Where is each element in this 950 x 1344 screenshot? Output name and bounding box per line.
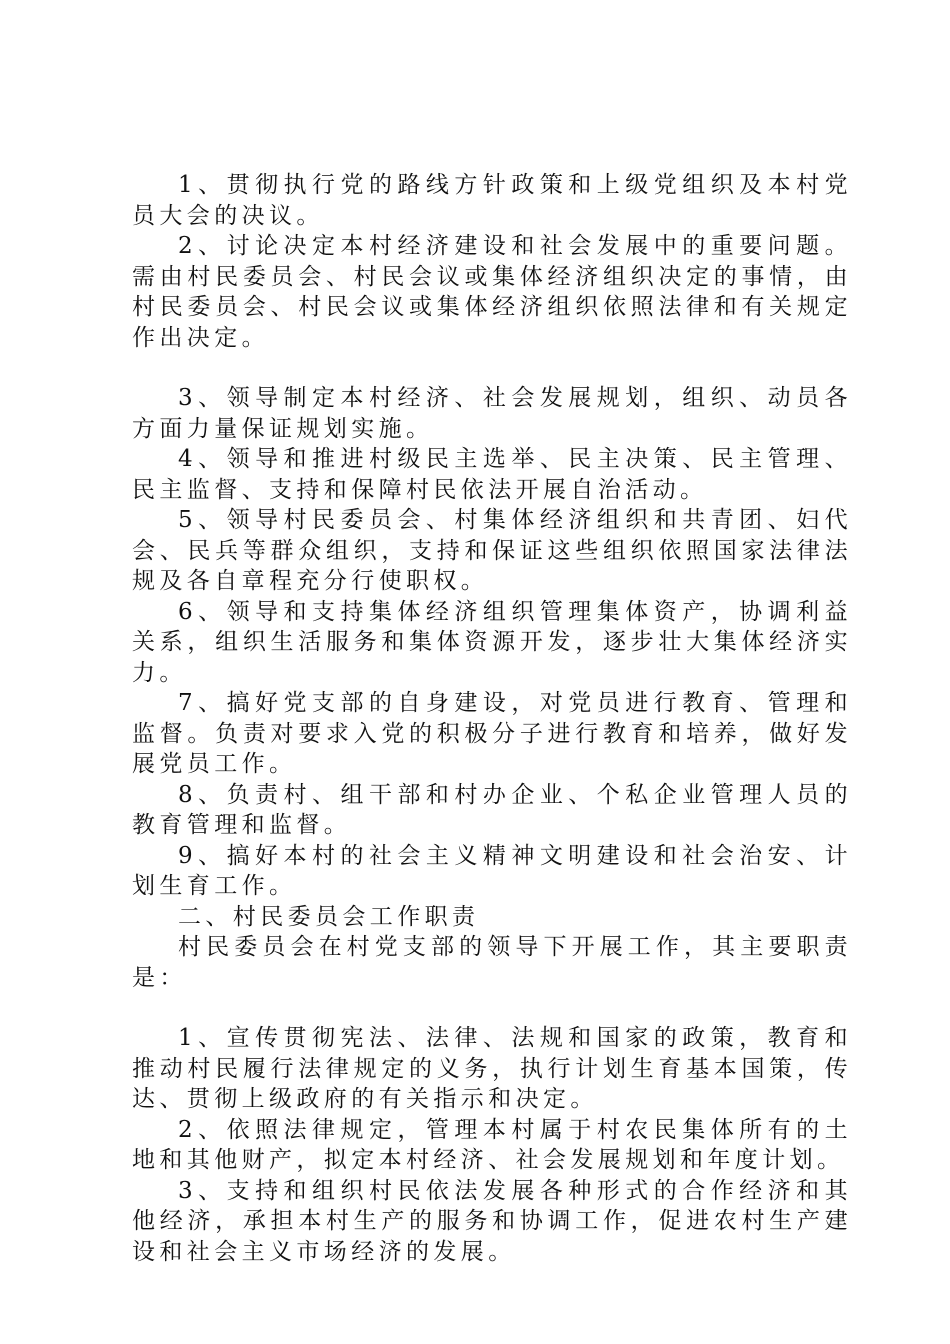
committee-duty-2: 2、依照法律规定，管理本村属于村农民集体所有的土地和其他财产，拟定本村经济、社会发展规划和年度计划。 xyxy=(132,1116,852,1173)
document-body xyxy=(132,170,852,1267)
party-duty-5: 5、领导村民委员会、村集体经济组织和共青团、妇代会、民兵等群众组织，支持和保证这些组织依照国家法律法规及各自章程充分行使职权。 xyxy=(132,507,852,594)
section-heading: 二、村民委员会工作职责 xyxy=(178,903,480,930)
party-duty-1: 1、贯彻执行党的路线方针政策和上级党组织及本村党员大会的决议。 xyxy=(132,172,852,229)
party-duty-6: 6、领导和支持集体经济组织管理集体资产，协调利益关系，组织生活服务和集体资源开发，逐步壮大集体经济实力。 xyxy=(132,598,852,686)
party-duty-8: 8、负责村、组干部和村办企业、个私企业管理人员的教育管理和监督。 xyxy=(132,781,852,838)
committee-duty-1: 1、宣传贯彻宪法、法律、法规和国家的政策，教育和推动村民履行法律规定的义务，执行计划生育基本国策，传达、贯彻上级政府的有关指示和决定。 xyxy=(132,1025,852,1112)
paragraph-gap xyxy=(132,353,852,383)
section-intro: 村民委员会在村党支部的领导下开展工作，其主要职责是： xyxy=(132,934,852,991)
party-duty-9: 9、搞好本村的社会主义精神文明建设和社会治安、计划生育工作。 xyxy=(132,842,852,899)
party-duty-4: 4、领导和推进村级民主选举、民主决策、民主管理、民主监督、支持和保障村民依法开展自治活动。 xyxy=(132,446,852,503)
party-duty-3: 3、领导制定本村经济、社会发展规划，组织、动员各方面力量保证规划实施。 xyxy=(132,385,852,442)
committee-duty-3: 3、支持和组织村民依法发展各种形式的合作经济和其他经济，承担本村生产的服务和协调工作，促进农村生产建设和社会主义市场经济的发展。 xyxy=(132,1177,852,1265)
party-duty-7: 7、搞好党支部的自身建设，对党员进行教育、管理和监督。负责对要求入党的积极分子进行教育和培养，做好发展党员工作。 xyxy=(132,690,852,777)
party-duty-2: 2、讨论决定本村经济建设和社会发展中的重要问题。需由村民委员会、村民会议或集体经济组织决定的事情，由村民委员会、村民会议或集体经济组织依照法律和有关规定作出决定。 xyxy=(132,233,852,351)
paragraph-gap xyxy=(132,993,852,1023)
